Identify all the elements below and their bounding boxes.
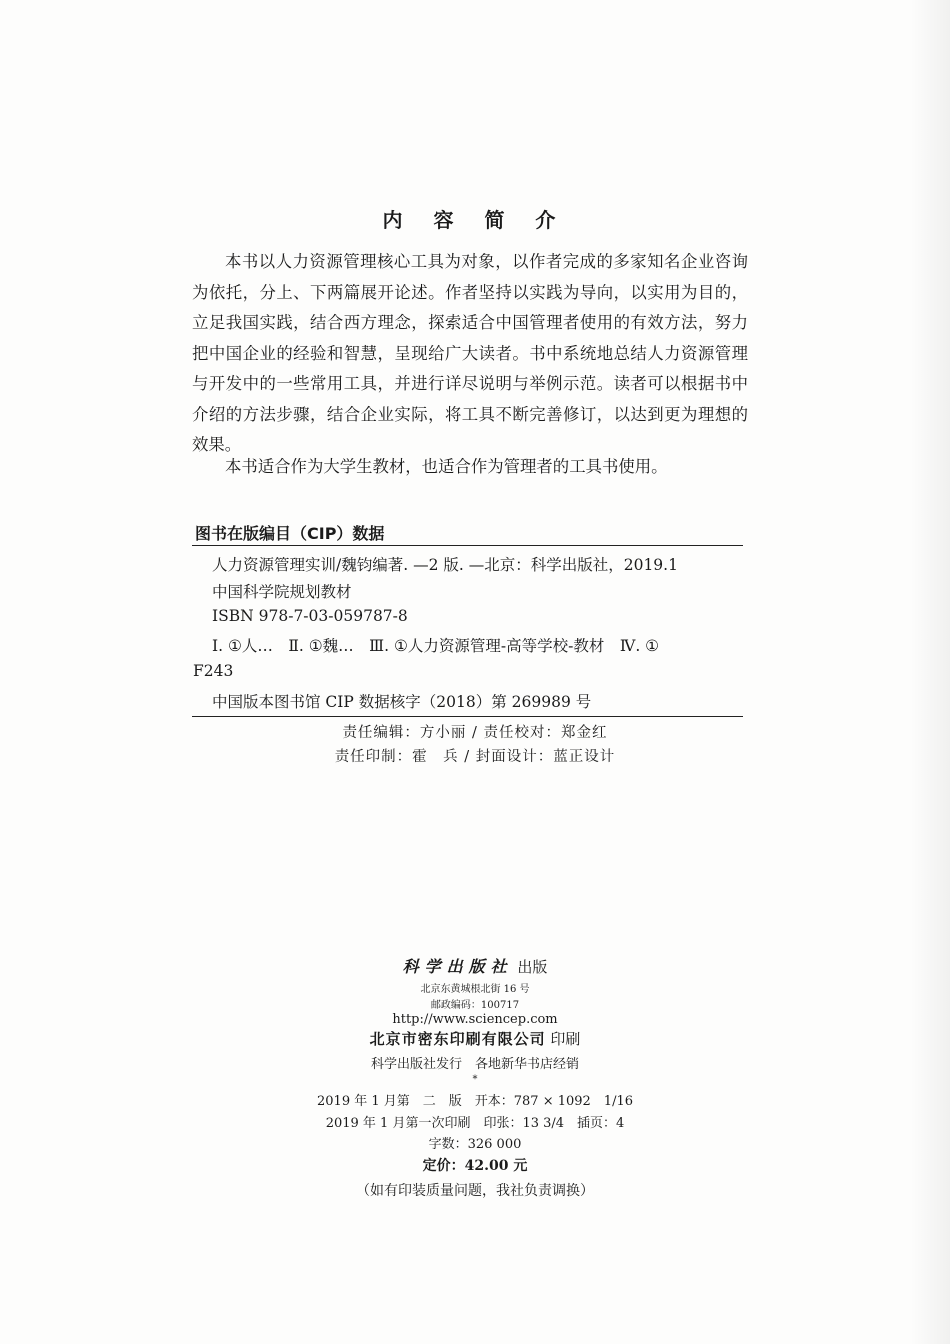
printer-name: 北京市密东印刷有限公司 (369, 1030, 546, 1048)
distribution-line: 科学出版社发行 各地新华书店经销 (370, 1057, 579, 1072)
cip-bottom-rule (192, 716, 743, 717)
summary-title: 内 容 简 介 (382, 208, 568, 232)
publisher-url: http://www.sciencep.com (392, 1012, 558, 1027)
separator-star: * (472, 1074, 478, 1085)
cip-top-rule (192, 545, 743, 546)
production-credits: 责任印制：霍 兵 / 封面设计：蓝正设计 (334, 749, 616, 765)
cip-line-series: 中国科学院规划教材 (212, 583, 352, 601)
publisher-line (0, 954, 950, 977)
publisher-suffix: 出版 (517, 958, 548, 976)
cip-line-subjects: Ⅰ. ①人… Ⅱ. ①魏… Ⅲ. ①人力资源管理-高等学校-教材 Ⅳ. ① (212, 637, 660, 655)
cip-line-title: 人力资源管理实训/魏钧编著. —2 版. —北京：科学出版社，2019.1 (212, 556, 678, 574)
price: 定价：42.00 元 (422, 1158, 528, 1174)
cip-heading: 图书在版编目（CIP）数据 (195, 524, 385, 543)
cip-line-record-number: 中国版本图书馆 CIP 数据核字（2018）第 269989 号 (212, 693, 592, 711)
publisher-address: 北京东黄城根北街 16 号 (420, 984, 530, 995)
edition-line: 2019 年 1 月第 二 版 开本：787 × 1092 1/16 (317, 1094, 633, 1109)
summary-paragraph-2: 本书适合作为大学生教材，也适合作为管理者的工具书使用。 (225, 457, 668, 476)
word-count: 字数：326 000 (428, 1137, 522, 1152)
publisher-postcode: 邮政编码：100717 (430, 1000, 520, 1011)
publisher-name: 科学出版社 (402, 957, 513, 976)
printer-suffix: 印刷 (550, 1030, 581, 1048)
printing-line: 2019 年 1 月第一次印刷 印张：13 3/4 插页：4 (325, 1116, 625, 1131)
editor-credits: 责任编辑：方小丽 / 责任校对：郑金红 (342, 725, 608, 741)
printer-line (0, 1028, 950, 1049)
summary-paragraph-1: 本书以人力资源管理核心工具为对象，以作者完成的多家知名企业咨询为依托，分上、下两篇展开论述。作者坚持以实践为导向，以实用为目的，立足我国实践，结合西方理念，探索适合中国管理者使用的有效方法，努力把中国企业的经验和智慧，呈现给广大读者。书中系统地总结人力资源管理与开发中的一些常用工具，并进行详尽说明与举例示范。读者可以根据书中介绍的方法步骤，结合企业实际，将工具不断完善修订，以达到更为理想的效果。 (192, 252, 748, 454)
cip-line-classification: F243 (193, 662, 234, 680)
quality-note: （如有印装质量问题，我社负责调换） (356, 1183, 594, 1199)
cip-line-isbn: ISBN 978-7-03-059787-8 (212, 607, 408, 625)
